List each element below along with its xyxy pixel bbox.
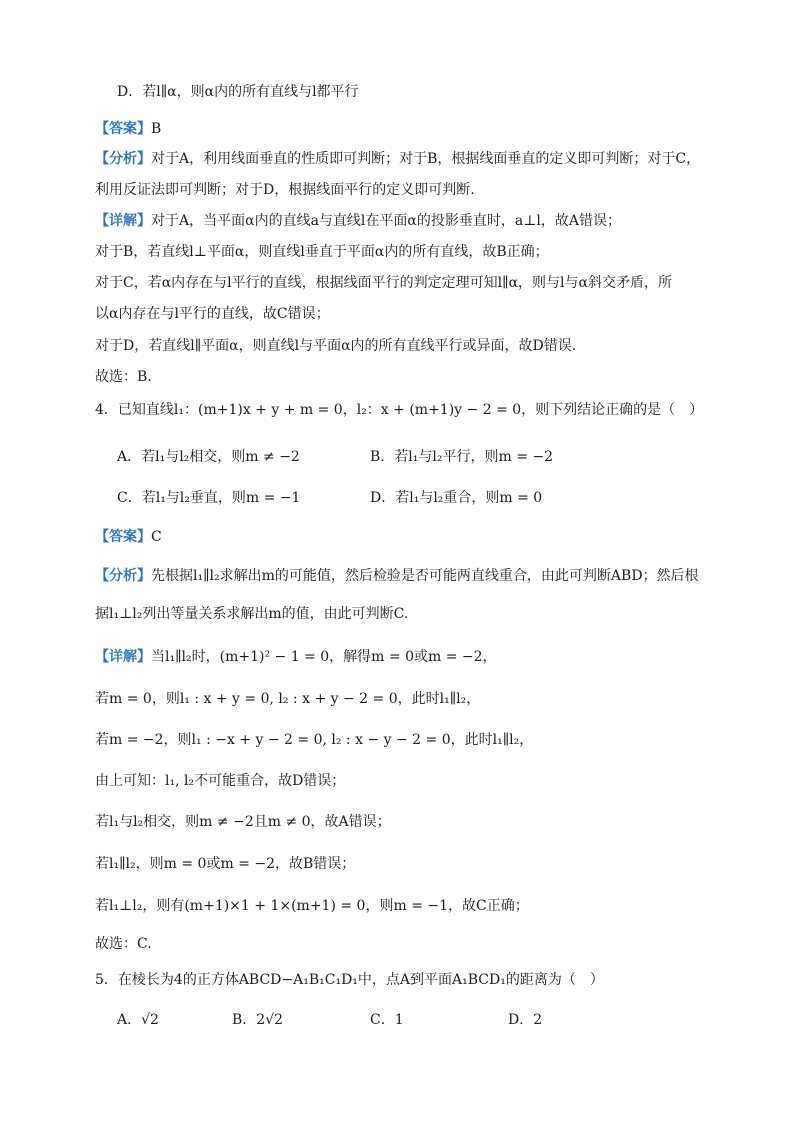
analysis-tag: 【分析】: [95, 568, 151, 584]
q4-detail-line-7: 若l₁⊥l₂，则有(m+1)×1 + 1×(m+1) = 0，则m = −1，故C正确；: [95, 898, 529, 914]
q5-option-c: C．1: [370, 1012, 404, 1028]
q3-analysis-line-2: 利用反证法即可判断；对于D，根据线面平行的定义即可判断.: [95, 182, 475, 198]
q4-detail-line-5: 若l₁与l₂相交，则m ≠ −2且m ≠ 0，故A错误；: [95, 814, 391, 830]
answer-tag: 【答案】: [95, 529, 151, 545]
q4-option-c: C．若l₁与l₂垂直，则m = −1: [117, 490, 301, 506]
q5-option-d: D．2: [508, 1012, 543, 1028]
q3-conclusion: 故选：B.: [95, 369, 152, 385]
q3-detail-line-4: 以α内存在与l平行的直线，故C错误；: [95, 306, 330, 322]
q5-option-a: A．√2: [117, 1012, 159, 1028]
q3-detail-line-5: 对于D，若直线l∥平面α，则直线l与平面α内的所有直线平行或异面，故D错误.: [95, 338, 577, 354]
analysis-text: 先根据l₁∥l₂求解出m的可能值，然后检验是否可能两直线重合，由此可判断ABD；然后根: [151, 568, 699, 584]
q5-stem: 5．在棱长为4的正方体ABCD−A₁B₁C₁D₁中，点A到平面A₁BCD₁的距离为（ ）: [95, 972, 604, 988]
q4-stem: 4．已知直线l₁：(m+1)x + y + m = 0，l₂：x + (m+1)y − 2 = 0，则下列结论正确的是（ ）: [95, 402, 704, 418]
detail-tag: 【详解】: [95, 213, 151, 229]
q4-answer: [95, 527, 162, 547]
q3-option-d: D．若l∥α，则α内的所有直线与l都平行: [117, 84, 359, 100]
q4-conclusion: 故选：C.: [95, 936, 152, 952]
q4-detail-line-3: 若m = −2，则l₁ : −x + y − 2 = 0, l₂ : x − y − 2 = 0，此时l₁∥l₂，: [95, 732, 534, 748]
detail-text: 当l₁∥l₂时，(m+1)² − 1 = 0，解得m = 0或m = −2，: [151, 649, 497, 665]
q4-option-b: B．若l₁与l₂平行，则m = −2: [370, 449, 554, 465]
q4-option-d: D．若l₁与l₂重合，则m = 0: [370, 490, 543, 506]
q3-answer: [95, 119, 161, 139]
q3-detail-line-3: 对于C，若α内存在与l平行的直线，根据线面平行的判定定理可知l∥α，则与l与α斜交矛盾，所: [95, 275, 672, 291]
q4-detail-line-4: 由上可知：l₁, l₂不可能重合，故D错误；: [95, 773, 346, 789]
q4-detail-line-1: [95, 647, 497, 667]
q4-analysis-line-2: 据l₁⊥l₂列出等量关系求解出m的值，由此可判断C.: [95, 606, 409, 622]
analysis-text: 对于A，利用线面垂直的性质即可判断；对于B，根据线面垂直的定义即可判断；对于C，: [151, 151, 701, 167]
analysis-tag: 【分析】: [95, 151, 151, 167]
q4-analysis-line-1: [95, 566, 699, 586]
q5-option-b: B．2√2: [232, 1012, 284, 1028]
q3-detail-line-1: [95, 211, 621, 231]
q3-analysis-line-1: [95, 149, 700, 169]
answer-value: B: [151, 121, 162, 137]
answer-value: C: [151, 529, 162, 545]
q4-detail-line-6: 若l₁∥l₂，则m = 0或m = −2，故B错误；: [95, 856, 356, 872]
detail-tag: 【详解】: [95, 649, 151, 665]
answer-tag: 【答案】: [95, 121, 151, 137]
q4-option-a: A．若l₁与l₂相交，则m ≠ −2: [117, 449, 300, 465]
detail-text: 对于A，当平面α内的直线a与直线l在平面α的投影垂直时，a⊥l，故A错误；: [151, 213, 621, 229]
q3-detail-line-2: 对于B，若直线l⊥平面α，则直线l垂直于平面α内的所有直线，故B正确；: [95, 244, 549, 260]
q4-detail-line-2: 若m = 0，则l₁ : x + y = 0, l₂ : x + y − 2 = 0，此时l₁∥l₂，: [95, 691, 481, 707]
